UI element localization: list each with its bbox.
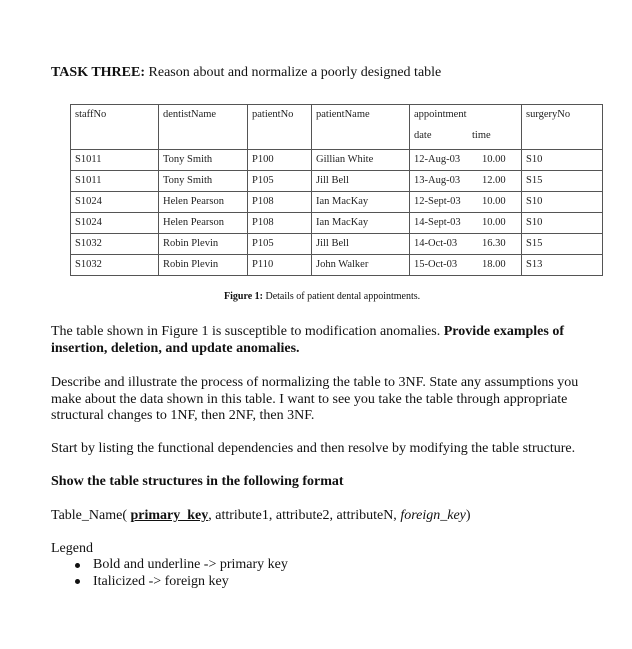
- cell-patientno: P105: [248, 171, 312, 192]
- cell-date: 14-Sept-03: [414, 217, 461, 228]
- cell-staffno: S1024: [71, 213, 159, 234]
- cell-patientname: Jill Bell: [312, 234, 410, 255]
- anomalies-intro: The table shown in Figure 1 is susceptible to modification anomalies.: [51, 324, 444, 339]
- header-appointment: [410, 105, 522, 150]
- header-surgeryno: surgeryNo: [522, 105, 603, 150]
- cell-dentistname: Tony Smith: [159, 171, 248, 192]
- cell-staffno: S1032: [71, 234, 159, 255]
- format-example: [51, 508, 611, 525]
- task-label: TASK THREE:: [51, 65, 146, 80]
- figure-caption: [224, 290, 420, 304]
- cell-date: 15-Oct-03: [414, 259, 458, 270]
- cell-date: 14-Oct-03: [414, 238, 458, 249]
- cell-patientno: P105: [248, 234, 312, 255]
- legend-item-foreign-key: Italicized -> foreign key: [93, 573, 229, 589]
- legend-item-primary-key: Bold and underline -> primary key: [93, 557, 288, 572]
- list-item: [75, 557, 288, 574]
- appointments-table: [70, 104, 603, 276]
- cell-date: 13-Aug-03: [414, 175, 461, 186]
- cell-appointment: [410, 192, 522, 213]
- table-row: [71, 150, 603, 171]
- format-foreign-key: foreign_key: [400, 508, 466, 523]
- format-suffix: ): [465, 508, 471, 523]
- header-patientname: patientName: [312, 105, 410, 150]
- table-row: [71, 234, 603, 255]
- cell-date: 12-Sept-03: [414, 196, 461, 207]
- cell-appointment: [410, 171, 522, 192]
- cell-patientno: P110: [248, 255, 312, 276]
- cell-dentistname: Robin Plevin: [159, 234, 248, 255]
- normalization-paragraph: Describe and illustrate the process of normalizing the table to 3NF. State any assumptions you make about the data shown in this table. I want to see you take the table through appropriate structural changes to 1NF, then 2NF, then 3NF.: [51, 375, 579, 423]
- cell-dentistname: Helen Pearson: [159, 192, 248, 213]
- cell-time: 10.00: [482, 217, 506, 228]
- header-patientno: patientNo: [248, 105, 312, 150]
- task-heading: [51, 64, 441, 82]
- cell-appointment: [410, 234, 522, 255]
- cell-dentistname: Tony Smith: [159, 150, 248, 171]
- cell-time: 12.00: [482, 175, 506, 186]
- dependencies-paragraph: Start by listing the functional dependencies and then resolve by modifying the table structure.: [51, 441, 576, 456]
- table-row: [71, 213, 603, 234]
- cell-time: 10.00: [482, 196, 506, 207]
- figure-caption-text: Details of patient dental appointments.: [265, 291, 421, 302]
- format-attributes: , attribute1, attribute2, attributeN,: [208, 508, 401, 523]
- table-row: [71, 192, 603, 213]
- cell-dentistname: Robin Plevin: [159, 255, 248, 276]
- cell-time: 18.00: [482, 259, 506, 270]
- format-heading: Show the table structures in the following format: [51, 474, 344, 489]
- bullet-icon: [75, 563, 80, 568]
- cell-patientno: P100: [248, 150, 312, 171]
- cell-patientname: Ian MacKay: [312, 213, 410, 234]
- cell-patientname: Gillian White: [312, 150, 410, 171]
- table-row: [71, 171, 603, 192]
- cell-staffno: S1011: [71, 171, 159, 192]
- figure-caption-label: Figure 1:: [224, 291, 263, 302]
- legend-title: Legend: [51, 541, 93, 556]
- cell-patientno: P108: [248, 213, 312, 234]
- anomalies-instruction: Provide examples of insertion, deletion, and update anomalies.: [51, 324, 564, 356]
- list-item: [75, 574, 288, 591]
- cell-patientname: John Walker: [312, 255, 410, 276]
- header-appointment-label: appointment: [414, 109, 467, 120]
- cell-staffno: S1011: [71, 150, 159, 171]
- cell-patientname: Jill Bell: [312, 171, 410, 192]
- cell-appointment: [410, 255, 522, 276]
- header-appointment-date: date: [414, 130, 432, 141]
- cell-surgeryno: S10: [522, 213, 603, 234]
- cell-staffno: S1032: [71, 255, 159, 276]
- header-dentistname: dentistName: [159, 105, 248, 150]
- cell-date: 12-Aug-03: [414, 154, 461, 165]
- format-primary-key: primary_key: [130, 508, 209, 523]
- cell-surgeryno: S10: [522, 150, 603, 171]
- cell-appointment: [410, 150, 522, 171]
- table-header-row: [71, 105, 603, 150]
- cell-surgeryno: S10: [522, 192, 603, 213]
- cell-surgeryno: S15: [522, 171, 603, 192]
- bullet-icon: [75, 579, 80, 584]
- cell-appointment: [410, 213, 522, 234]
- legend-list: [75, 557, 288, 590]
- anomalies-paragraph: [51, 324, 611, 357]
- cell-staffno: S1024: [71, 192, 159, 213]
- header-staffno: staffNo: [71, 105, 159, 150]
- task-title-text: Reason about and normalize a poorly designed table: [148, 65, 442, 80]
- header-appointment-time: time: [472, 130, 491, 141]
- cell-patientname: Ian MacKay: [312, 192, 410, 213]
- table-row: [71, 255, 603, 276]
- cell-surgeryno: S13: [522, 255, 603, 276]
- format-prefix: Table_Name(: [51, 508, 131, 523]
- cell-dentistname: Helen Pearson: [159, 213, 248, 234]
- header-appointment-subheaders: [414, 128, 521, 144]
- cell-time: 16.30: [482, 238, 506, 249]
- cell-time: 10.00: [482, 154, 506, 165]
- cell-patientno: P108: [248, 192, 312, 213]
- cell-surgeryno: S15: [522, 234, 603, 255]
